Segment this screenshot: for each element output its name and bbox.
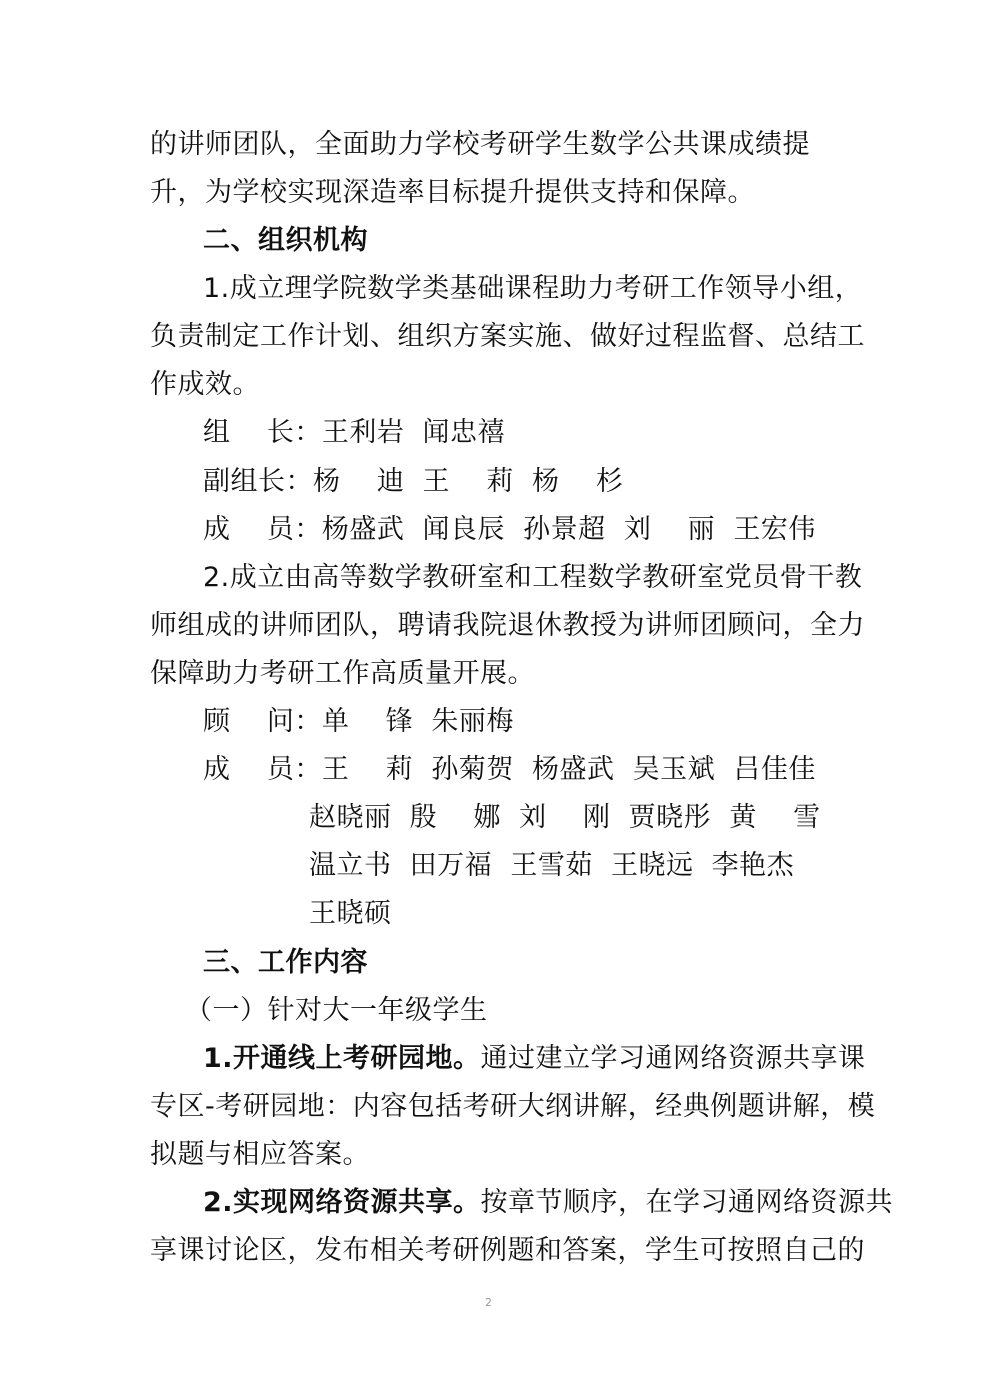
page-number: 2 — [485, 1296, 492, 1309]
members-line: 成 员：杨盛武 闻良辰 孙景超 刘 丽 王宏伟 — [203, 514, 816, 545]
subsection-heading: （一）针对大一年级学生 — [185, 995, 488, 1026]
paragraph-line: 师组成的讲师团队，聘请我院退休教授为讲师团顾问，全力 — [150, 610, 865, 641]
paragraph-line: 的讲师团队，全面助力学校考研学生数学公共课成绩提 — [150, 129, 810, 160]
paragraph-line — [203, 1179, 893, 1227]
paragraph-line: 拟题与相应答案。 — [150, 1139, 370, 1170]
paragraph-line: 2.成立由高等数学教研室和工程数学教研室党员骨干教 — [203, 562, 863, 593]
deputy-leader-line: 副组长：杨 迪 王 莉 杨 杉 — [203, 466, 624, 497]
members-line: 成 员：王 莉 孙菊贺 杨盛武 吴玉斌 吕佳佳 — [203, 754, 816, 785]
leader-line: 组 长：王利岩 闻忠禧 — [203, 417, 505, 448]
paragraph-line: 保障助力考研工作高质量开展。 — [150, 658, 535, 689]
members-line: 温立书 田万福 王雪茹 王晓远 李艳杰 — [309, 850, 795, 881]
members-line: 王晓硕 — [309, 898, 392, 929]
advisor-line: 顾 问：单 锋 朱丽梅 — [203, 706, 514, 737]
section-heading: 二、组织机构 — [203, 225, 368, 256]
item-title: 2.实现网络资源共享。 — [203, 1187, 481, 1218]
paragraph-line: 负责制定工作计划、组织方案实施、做好过程监督、总结工 — [150, 321, 865, 352]
item-text: 通过建立学习通网络资源共享课 — [480, 1043, 866, 1074]
item-text: 按章节顺序，在学习通网络资源共 — [480, 1187, 894, 1218]
item-title: 1.开通线上考研园地。 — [203, 1043, 481, 1074]
paragraph-line — [203, 1035, 866, 1083]
section-heading: 三、工作内容 — [203, 947, 368, 978]
members-line: 赵晓丽 殷 娜 刘 刚 贾晓彤 黄 雪 — [309, 802, 821, 833]
paragraph-line: 享课讨论区，发布相关考研例题和答案，学生可按照自己的 — [150, 1235, 865, 1266]
paragraph-line: 1.成立理学院数学类基础课程助力考研工作领导小组， — [203, 273, 863, 304]
paragraph-line: 升，为学校实现深造率目标提升提供支持和保障。 — [150, 177, 755, 208]
paragraph-line: 专区-考研园地：内容包括考研大纲讲解，经典例题讲解，模 — [150, 1091, 876, 1122]
paragraph-line: 作成效。 — [150, 369, 260, 400]
